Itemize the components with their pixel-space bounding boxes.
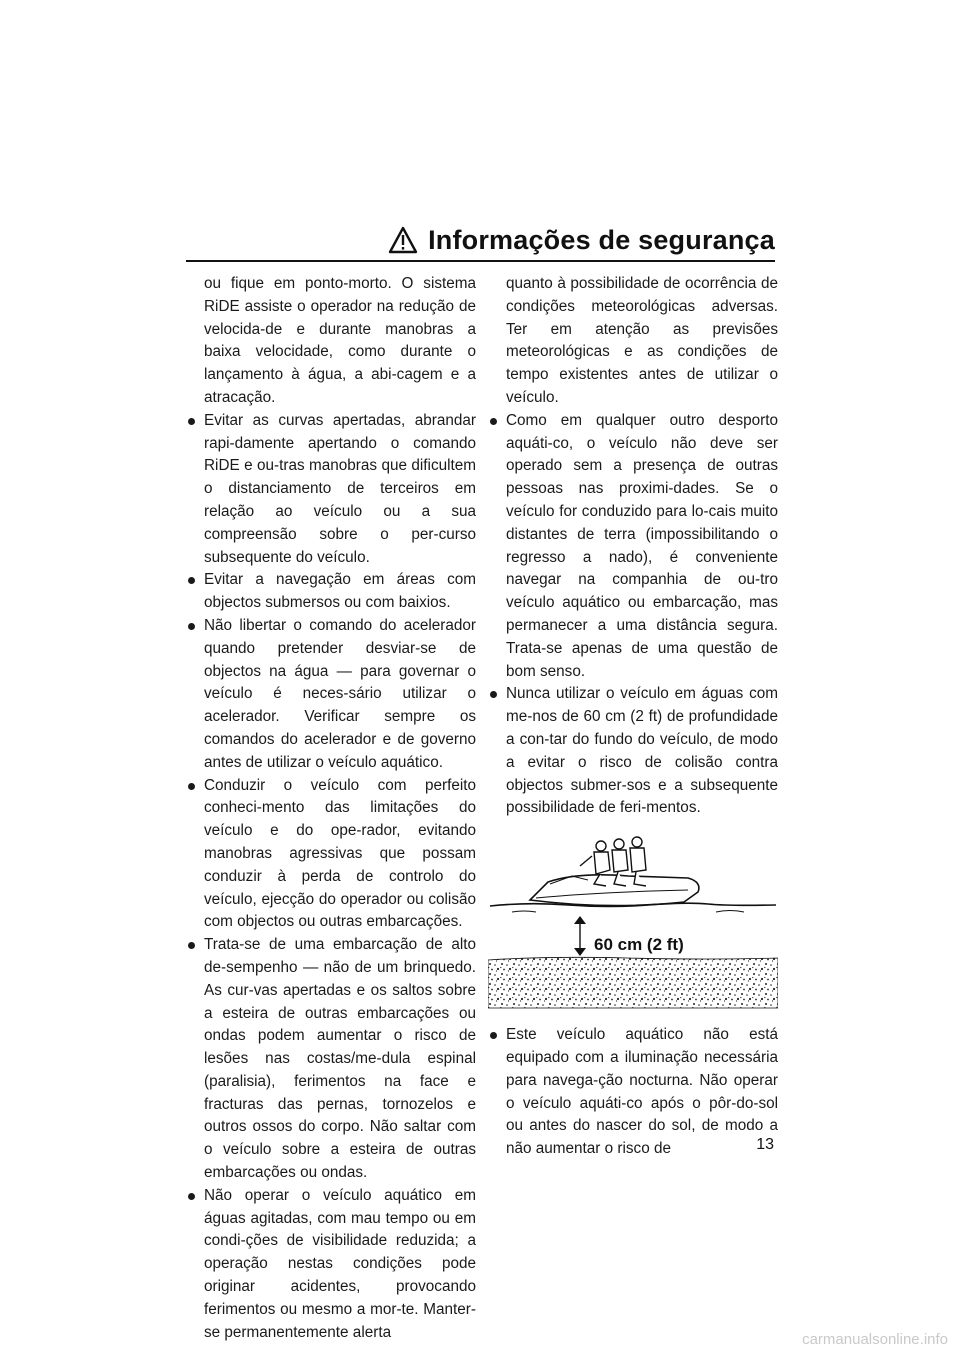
bullet-text: Conduzir o veículo com perfeito conheci-mento das limitações do veículo e do ope-rador, evitando manobras agressivas que possam conduzir à perda de controlo do veículo, ejecção do operador ou colisão com objectos ou outras embarcações. — [204, 776, 476, 931]
page-header — [186, 222, 775, 258]
bullet-text: Este veículo aquático não está equipado com a iluminação necessária para navega-ção nocturna. Não operar o veículo aquáti-co após o pôr-do-sol ou antes do nascer do sol, de modo a não aumentar o risco de — [506, 1026, 778, 1158]
bullet-text: Não libertar o comando do acelerador quando pretender desviar-se de objectos na água — para governar o veículo é neces-sário utilizar o acelerador. Verificar sempre os comandos do acelerador e de governo antes de utilizar o veículo aquático. — [204, 616, 476, 771]
bullet-text: Não operar o veículo aquático em águas agitadas, com mau tempo ou em condi-ções de visibilidade reduzida; a operação nestas condições pode originar acidentes, provocando ferimentos ou mesmo a mor-te. Manter-se permanentemente alerta — [204, 1186, 476, 1341]
bullet-item — [488, 1024, 778, 1161]
depth-arrow-icon — [574, 916, 586, 956]
bullet-dot-icon — [188, 623, 195, 630]
header-rule — [186, 260, 775, 262]
bullet-text: Como em qualquer outro desporto aquáti-co, o veículo não deve ser operado sem a presença de outras pessoas nas proximi-dades. Se o veículo for conduzido para lo-cais muito distantes de terra (impossibilitando o regresso a nado), é conveniente navegar na companhia de ou-tro veículo aquático ou embarcação, mas permanecer a uma distância segura. Trata-se apenas de uma questão de bom senso. — [506, 411, 778, 680]
bullet-item — [488, 683, 778, 820]
bullet-dot-icon — [490, 1032, 497, 1039]
depth-label: 60 cm (2 ft) — [594, 935, 684, 955]
bullet-item — [488, 410, 778, 684]
bullet-text: Nunca utilizar o veículo em águas com me-nos de 60 cm (2 ft) de profundidade a con-tar do fundo do veículo, de modo a evitar o risco de colisão contra objectos submer-sos e a subsequente possibilidade de feri-mentos. — [506, 685, 778, 817]
bullet-item — [186, 934, 476, 1185]
bullet-item — [186, 410, 476, 570]
bullet-item — [186, 569, 476, 615]
bullet-text: Evitar as curvas apertadas, abrandar rapi-damente apertando o comando RiDE e ou-tras manobras que dificultem o distanciamento de terceiros em relação ao veículo ou a sua compreensão sobre o per-curso subsequente do veículo. — [204, 411, 476, 566]
bullet-dot-icon — [490, 691, 497, 698]
bullet-text: Trata-se de uma embarcação de alto de-sempenho — não de um brinquedo. As cur-vas apertadas e os saltos sobre a esteira de outras embarcações ou ondas podem aumentar o risco de lesões nas costas/me-dula espinal (paralisia), ferimentos na face e fracturas das pernas, tornozelos e outros ossos do corpo. Não saltar com o veículo sobre a esteira de outras embarcações ou ondas. — [204, 936, 476, 1182]
continuation-text: quanto à possibilidade de ocorrência de condições meteorológicas adversas. Ter em atenção as previsões meteorológicas e as condições de tempo existentes antes de utilizar o veículo. — [506, 275, 778, 406]
bullet-dot-icon — [188, 577, 195, 584]
seabed-gravel — [488, 957, 778, 1008]
warning-triangle-icon — [388, 226, 418, 254]
bullet-dot-icon — [188, 418, 195, 425]
page-title: Informações de segurança — [428, 225, 775, 255]
bullet-dot-icon — [188, 942, 195, 949]
bullet-dot-icon — [188, 1193, 195, 1200]
bullet-item — [186, 775, 476, 935]
left-column — [186, 273, 476, 1344]
bullet-dot-icon — [490, 418, 497, 425]
watermark-text: carmanualsonline.info — [802, 1331, 948, 1348]
watercraft-depth-figure — [488, 832, 778, 1012]
bullet-text: Evitar a navegação em áreas com objectos submersos ou com baixios. — [204, 571, 476, 612]
page-number: 13 — [756, 1136, 774, 1153]
right-column — [488, 273, 778, 1161]
bullet-dot-icon — [188, 783, 195, 790]
bullet-item — [186, 615, 476, 775]
bullet-item — [186, 1185, 476, 1345]
shallow-water-illustration — [488, 832, 778, 1012]
continuation-text: ou fique em ponto-morto. O sistema RiDE assiste o operador na redução de velocida-de e durante manobras a baixa velocidade, como durante o lançamento à água, a abi-cagem e a atracação. — [204, 275, 476, 406]
